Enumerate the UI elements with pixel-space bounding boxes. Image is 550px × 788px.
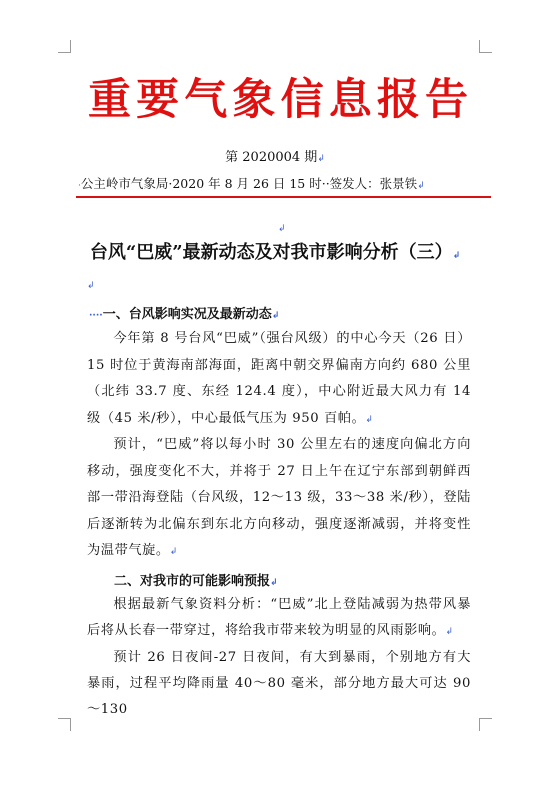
banner-char: 报: [376, 74, 420, 125]
document-title: [0, 238, 550, 264]
header-divider: [76, 196, 491, 198]
banner-char: 象: [232, 74, 276, 125]
issuer-line: [78, 174, 498, 192]
paragraph-text: 根据最新气象资料分析：“巴威”北上登陆减弱为热带风暴后将从长春一带穿过，将给我市带来较为明显的风雨影响。: [87, 597, 471, 638]
paragraph-mark-icon: ↲: [271, 311, 280, 321]
crop-mark-icon: [479, 40, 492, 53]
crop-mark-icon: [479, 718, 492, 731]
banner-char: 息: [328, 74, 372, 125]
issuer-text: 公主岭市气象局·2020 年 8 月 26 日 15 时··签发人：张景铁: [80, 176, 418, 191]
paragraph-mark-icon: ↲: [452, 251, 461, 261]
issue-text: 第 2020004 期: [225, 150, 318, 165]
paragraph: [87, 592, 471, 645]
paragraph-mark-icon: ↲: [317, 154, 325, 164]
paragraph-text: 预计 26 日夜间-27 日夜间，有大到暴雨，个别地方有大暴雨，过程平均降雨量 40～80 毫米，部分地方最大可达 90～130: [87, 650, 471, 717]
crop-mark-icon: [58, 718, 71, 731]
paragraph-mark-icon: ↲: [417, 181, 425, 191]
section-heading-text: 一、台风影响实况及最新动态: [102, 307, 272, 322]
paragraph-mark-icon: ↲: [87, 281, 95, 291]
paragraph-mark-icon: ↲: [278, 224, 286, 234]
title-text: 台风“巴威”最新动态及对我市影响分析（三）: [89, 242, 453, 263]
banner-char: 告: [424, 74, 468, 125]
paragraph-mark-icon: ····: [89, 311, 103, 321]
report-banner: [88, 74, 468, 126]
paragraph-mark-icon: ↲: [169, 547, 178, 558]
paragraph: [87, 432, 471, 566]
section-heading: [114, 570, 278, 589]
paragraph-mark-icon: ↲: [365, 414, 374, 425]
paragraph-text: 今年第 8 号台风“巴威”（强台风级）的中心今天（26 日）15 时位于黄海南部海面，距离中朝交界偏南方向约 680 公里（北纬 33.7 度、东经 124.4 度），中心附近最大风力有 14 级（45 米/秒），中心最低气压为 950 百帕。: [87, 331, 471, 426]
banner-char: 气: [184, 74, 228, 125]
banner-char: 信: [280, 74, 324, 125]
paragraph-mark-icon: ·: [78, 181, 81, 191]
paragraph-mark-icon: ↲: [445, 627, 454, 637]
section-heading: [89, 303, 279, 322]
banner-char: 重: [88, 74, 131, 125]
paragraph-text: 预计，“巴威”将以每小时 30 公里左右的速度向偏北方向移动，强度变化不大，并将于 27 日上午在辽宁东部到朝鲜西部一带沿海登陆（台风级，12～13 级，33～38 米/秒），登陆后逐渐转为北偏东到东北方向移动，强度逐渐减弱，并将变性为温带气旋。: [87, 437, 471, 559]
section-heading-text: 二、对我市的可能影响预报: [114, 574, 271, 589]
paragraph: [87, 645, 471, 717]
banner-char: 要: [136, 74, 180, 125]
crop-mark-icon: [58, 40, 71, 53]
paragraph: [87, 326, 471, 433]
issue-number: [0, 146, 550, 165]
paragraph-mark-icon: ↲: [270, 578, 278, 588]
